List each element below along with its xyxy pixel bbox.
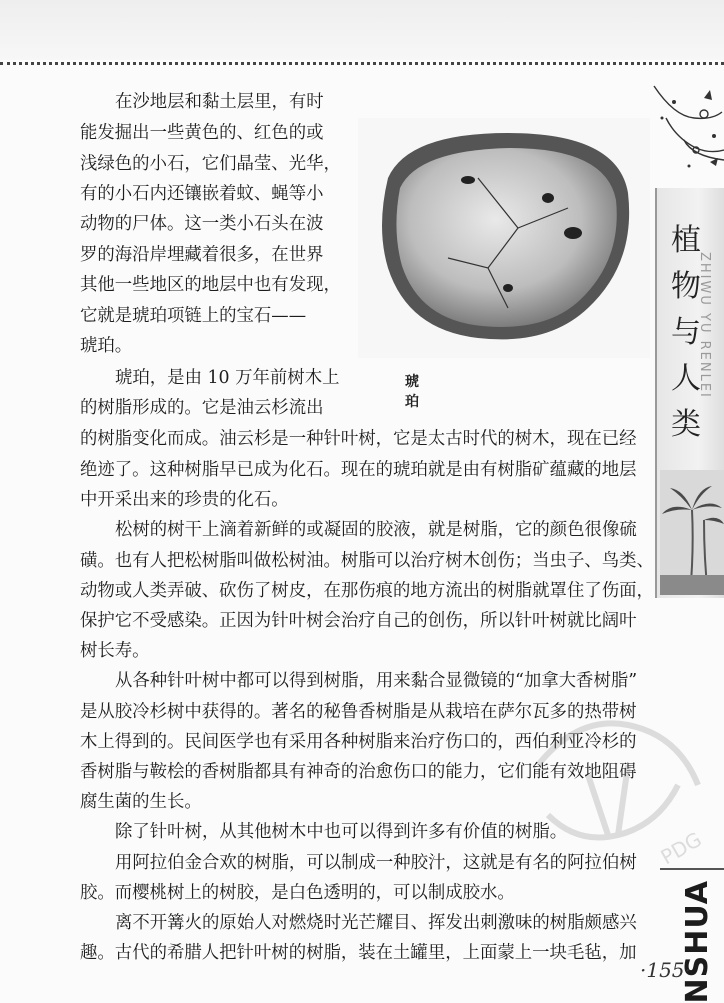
text-line: 树长寿。 [80,641,150,661]
top-decorative-band [0,0,724,60]
publisher-mark: NSHUA [680,880,715,1003]
text-line: 香树脂与鞍桧的香树脂都具有神奇的治愈伤口的能力，它们能有效地阻碍 [80,762,637,782]
library-watermark-stamp [518,705,718,895]
palm-tree-icon [660,470,724,595]
text-line: 从各种针叶树中都可以得到树脂，用来黏合显微镜的“加拿大香树脂” [115,671,638,691]
text-line: 磺。也有人把松树脂叫做松树油。树脂可以治疗树木创伤；当虫子、鸟类、 [80,551,654,571]
text-line: 腐生菌的生长。 [80,792,202,812]
text-line: 保护它不受感染。正因为针叶树会治疗自己的创伤，所以针叶树就比阔叶 [80,611,637,631]
text-line: 能发掘出一些黄色的、红色的或 [80,123,324,143]
text-line: 是从胶冷杉树中获得的。著名的秘鲁香树脂是从栽培在萨尔瓦多的热带树 [80,702,637,722]
text-line: 动物的尸体。这一类小石头在波 [80,214,324,234]
text-line: 浅绿色的小石，它们晶莹、光华， [80,154,341,174]
text-line: 胶。而樱桃树上的树胶，是白色透明的，可以制成胶水。 [80,883,515,903]
text-line: 有的小石内还镶嵌着蚊、蝇等小 [80,184,324,204]
text-line: 绝迹了。这种树脂早已成为化石。现在的琥珀就是由有树脂矿蕴藏的地层 [80,460,637,480]
amber-photo [358,118,650,358]
text-line: 它就是琥珀项链上的宝石—— [80,306,307,326]
svg-text:PDG: PDG [656,827,706,870]
text-line: 琥珀。 [80,336,133,356]
page-number: ·155· [640,958,691,982]
text-line: 除了针叶树，从其他树木中也可以得到许多有价值的树脂。 [115,822,568,842]
text-line: 罗的海沿岸埋藏着很多，在世界 [80,245,324,265]
text-line: 的树脂形成的。它是油云杉流出 [80,398,324,418]
figure-caption: 琥 珀 [405,374,461,410]
text-line: 的树脂变化而成。油云杉是一种针叶树，它是太古时代的树木，现在已经 [80,429,637,449]
text-line: 用阿拉伯金合欢的树脂，可以制成一种胶汁，这就是有名的阿拉伯树 [115,853,637,873]
dotted-divider [0,62,724,65]
text-line: 趣。古代的希腊人把针叶树的树脂，装在土罐里，上面蒙上一块毛毡，加 [80,943,637,963]
bottom-divider [660,868,724,870]
text-line: 在沙地层和黏土层里，有时 [115,92,324,112]
chapter-pinyin: ZHIWU YU RENLEI [697,252,712,399]
text-line: 离不开篝火的原始人对燃烧时光芒耀目、挥发出刺激味的树脂颇感兴 [115,913,637,933]
floral-ornament-icon [644,78,724,178]
text-line: 中开采出来的珍贵的化石。 [80,490,289,510]
text-line: 其他一些地区的地层中也有发现， [80,275,341,295]
text-line: 松树的树干上滴着新鲜的或凝固的胶液，就是树脂，它的颜色很像硫 [115,520,637,540]
chapter-title: 植物与人类 [671,223,701,442]
text-line: 木上得到的。民间医学也有采用各种树脂来治疗伤口的，西伯利亚冷杉的 [80,732,637,752]
text-line: 动物或人类弄破、砍伤了树皮，在那伤痕的地方流出的树脂就罩住了伤面， [80,581,654,601]
text-line: 琥珀，是由 10 万年前树木上 [115,368,340,388]
